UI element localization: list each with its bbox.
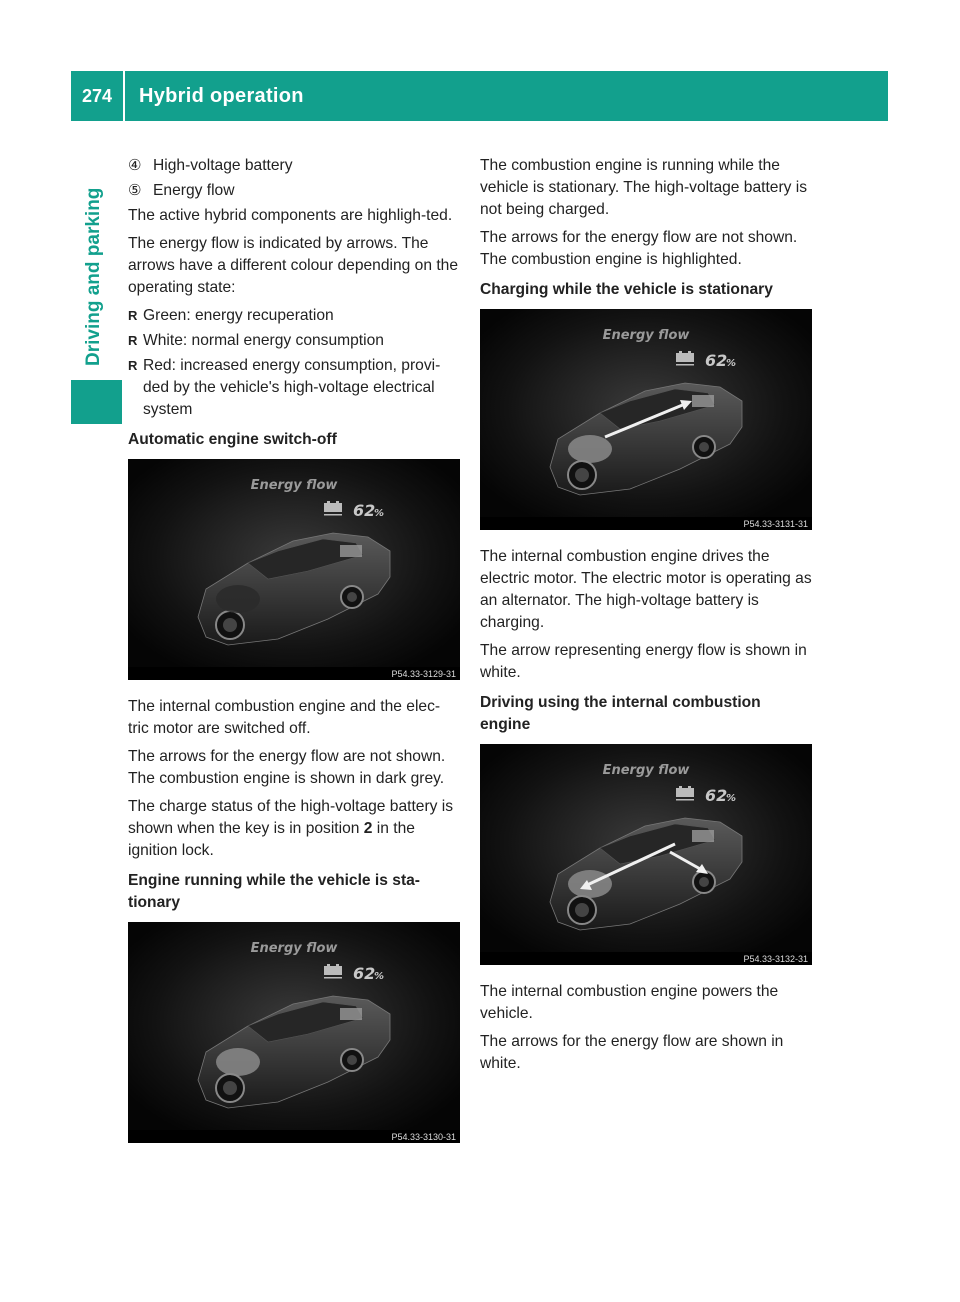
figure-code: P54.33-3130-31 — [391, 1132, 456, 1142]
display-title: Energy flow — [250, 478, 338, 493]
legend-text: High-voltage battery — [153, 157, 293, 174]
charge-level: 62 — [353, 501, 376, 520]
paragraph: The arrows for the energy flow are not shown. The combustion engine is highlighted. — [480, 229, 798, 268]
paragraph-text: The charge status of the high-voltage battery is shown when the key is in position — [128, 798, 454, 837]
page-header — [71, 71, 888, 121]
display-title: Energy flow — [602, 763, 690, 778]
paragraph: The arrows for the energy flow are shown in white. — [480, 1033, 784, 1072]
energy-flow-figure — [480, 309, 812, 530]
subheading: Charging while the vehicle is stationary — [480, 281, 773, 298]
paragraph: The internal combustion engine and the elec-tric motor are switched off. — [128, 698, 441, 737]
figure-code: P54.33-3132-31 — [743, 954, 808, 964]
charge-unit: % — [726, 793, 737, 804]
paragraph: The active hybrid components are highligh-ted. — [128, 207, 453, 224]
charge-level: 62 — [705, 786, 728, 805]
paragraph: The energy flow is indicated by arrows. The arrows have a different colour depending on the operating state: — [128, 235, 459, 296]
bullet-item — [128, 330, 460, 352]
bullet-icon: R — [128, 308, 138, 323]
figure-canvas — [480, 309, 812, 530]
legend-text: Energy flow — [153, 182, 235, 199]
paragraph: The internal combustion engine powers the vehicle. — [480, 983, 779, 1022]
display-title: Energy flow — [250, 941, 338, 956]
figure-canvas — [480, 744, 812, 965]
bullet-text: Green: energy recuperation — [143, 307, 334, 324]
charge-level: 62 — [353, 964, 376, 983]
energy-flow-figure — [128, 922, 460, 1143]
legend-number: ⑤ — [128, 182, 142, 199]
paragraph-text: in the ignition lock. — [128, 820, 415, 859]
subheading: Driving using the internal combustion engine — [480, 694, 761, 733]
header-divider — [123, 71, 125, 121]
energy-flow-figure — [128, 459, 460, 680]
figure-code: P54.33-3131-31 — [743, 519, 808, 529]
figure-canvas — [128, 459, 460, 680]
legend-number: ④ — [128, 157, 142, 174]
energy-flow-figure — [480, 744, 812, 965]
page-number: 274 — [81, 85, 113, 106]
bullet-item — [128, 355, 460, 421]
side-tab-label: Driving and parking — [83, 187, 104, 366]
section-title: Hybrid operation — [139, 84, 304, 107]
subheading: Automatic engine switch-off — [128, 431, 337, 448]
display-title: Energy flow — [602, 328, 690, 343]
subheading: Engine running while the vehicle is sta-tionary — [128, 872, 421, 911]
paragraph: The arrows for the energy flow are not shown. The combustion engine is shown in dark grey. — [128, 748, 446, 787]
bullet-item — [128, 305, 460, 327]
bullet-icon: R — [128, 333, 138, 348]
charge-level: 62 — [705, 351, 728, 370]
paragraph: The internal combustion engine drives the electric motor. The electric motor is operating as an alternator. The high-voltage battery is charging. — [480, 548, 812, 631]
side-tab-marker — [71, 380, 122, 424]
paragraph — [128, 796, 460, 862]
right-column — [480, 155, 812, 1081]
key-position: 2 — [363, 820, 373, 837]
charge-unit: % — [726, 358, 737, 369]
bullet-text: White: normal energy consumption — [143, 332, 384, 349]
paragraph: The arrow representing energy flow is shown in white. — [480, 642, 807, 681]
paragraph: The combustion engine is running while the vehicle is stationary. The high-voltage battery is not being charged. — [480, 157, 808, 218]
bullet-icon: R — [128, 358, 138, 373]
figure-canvas — [128, 922, 460, 1143]
left-column — [128, 155, 460, 1159]
charge-unit: % — [374, 971, 385, 982]
legend-item — [128, 180, 460, 202]
figure-code: P54.33-3129-31 — [391, 669, 456, 679]
legend-item — [128, 155, 460, 177]
charge-unit: % — [374, 508, 385, 519]
bullet-text: Red: increased energy consumption, provi-ded by the vehicle's high-voltage electrical system — [143, 357, 441, 418]
